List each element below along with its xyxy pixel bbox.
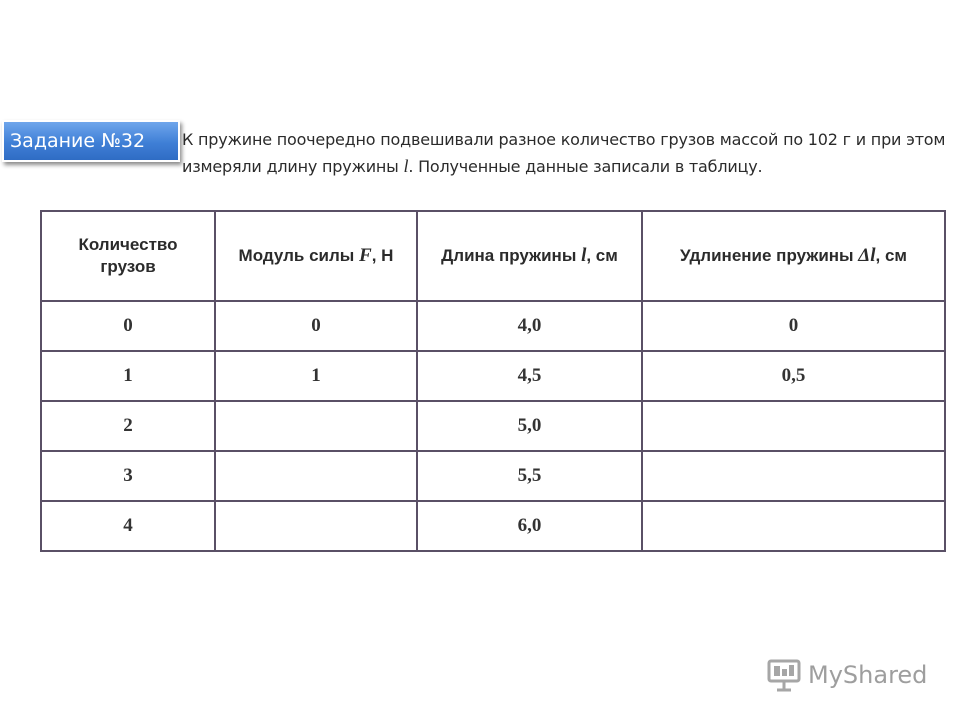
header-count-label: Количество грузов [78, 235, 178, 276]
cell-extension [642, 501, 945, 551]
statement-text-start: К пружине поочередно подвешивали разное количество грузов массой по 102 г и при этом измеряли длину пружины [182, 130, 946, 176]
cell-count: 2 [41, 401, 215, 451]
header-force-unit: , Н [371, 246, 394, 265]
cell-count: 0 [41, 301, 215, 351]
header-extension-variable: Δl [858, 245, 876, 266]
cell-count: 4 [41, 501, 215, 551]
cell-length: 5,5 [417, 451, 642, 501]
presentation-board-icon [766, 657, 802, 693]
table-row [41, 351, 945, 401]
cell-count: 3 [41, 451, 215, 501]
table-row [41, 451, 945, 501]
problem-statement [182, 126, 952, 180]
cell-extension [642, 451, 945, 501]
header-length-text: Длина пружины [441, 246, 582, 265]
table-row [41, 401, 945, 451]
cell-force [215, 401, 417, 451]
header-length-unit: , см [586, 246, 618, 265]
task-badge-label: Задание №32 [10, 130, 146, 152]
cell-force: 1 [215, 351, 417, 401]
cell-length: 5,0 [417, 401, 642, 451]
watermark-text: MyShared [808, 661, 928, 689]
table-header-row [41, 211, 945, 301]
cell-extension: 0 [642, 301, 945, 351]
task-badge [2, 120, 180, 162]
cell-force: 0 [215, 301, 417, 351]
header-extension-text: Удлинение пружины [680, 246, 859, 265]
header-length [417, 211, 642, 301]
header-force-variable: F [359, 245, 372, 266]
cell-extension [642, 401, 945, 451]
cell-count: 1 [41, 351, 215, 401]
table-row [41, 501, 945, 551]
cell-length: 4,5 [417, 351, 642, 401]
header-extension-unit: , см [875, 246, 907, 265]
statement-text-end: . Полученные данные записали в таблицу. [408, 157, 763, 176]
statement-variable: l [403, 156, 409, 176]
table-row [41, 301, 945, 351]
header-count [41, 211, 215, 301]
header-force [215, 211, 417, 301]
watermark-logo [766, 655, 936, 695]
header-extension [642, 211, 945, 301]
header-force-text: Модуль силы [238, 246, 360, 265]
header-length-variable: l [581, 245, 587, 266]
cell-extension: 0,5 [642, 351, 945, 401]
measurements-table [40, 210, 946, 552]
cell-length: 6,0 [417, 501, 642, 551]
cell-length: 4,0 [417, 301, 642, 351]
cell-force [215, 501, 417, 551]
cell-force [215, 451, 417, 501]
